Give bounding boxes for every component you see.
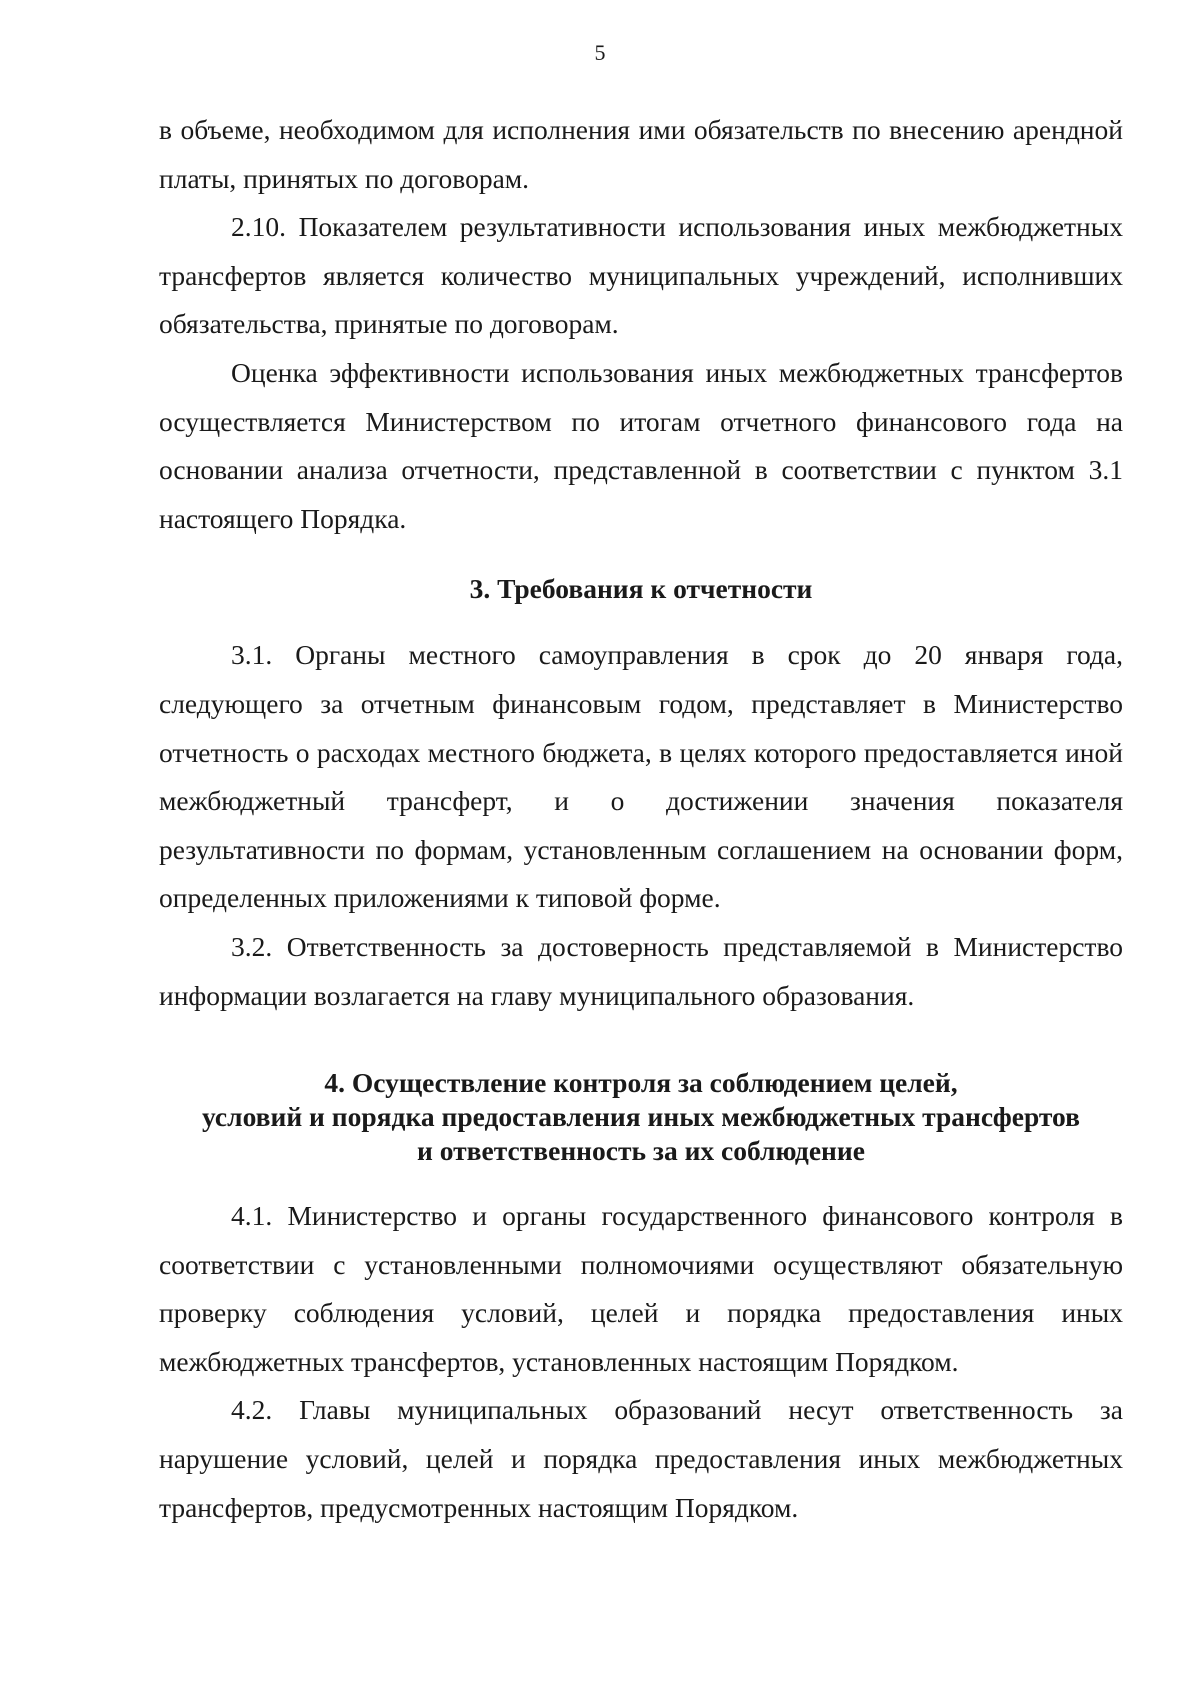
paragraph-2-10: 2.10. Показателем результативности использования иных межбюджетных трансфертов является количество муниципальных учреждений, исполнивших обязательства, принятые по договорам. <box>159 211 1123 340</box>
paragraph-4-2: 4.2. Главы муниципальных образований несут ответственность за нарушение условий, целей и порядка предоставления иных межбюджетных трансфертов, предусмотренных настоящим Порядком. <box>159 1394 1123 1523</box>
paragraph-3-2: 3.2. Ответственность за достоверность представляемой в Министерство информации возлагается на главу муниципального образования. <box>159 930 1123 1011</box>
paragraph-continuation: в объеме, необходимом для исполнения ими обязательств по внесению арендной платы, принятых по договорам. <box>159 114 1123 194</box>
paragraph-efficiency-assessment: Оценка эффективности использования иных межбюджетных трансфертов осуществляется Министерством по итогам отчетного финансового года на основании анализа отчетности, представленной в соответствии с пунктом 3.1 настоящего Порядка. <box>159 356 1123 534</box>
paragraph-3-1: 3.1. Органы местного самоуправления в срок до 20 января года, следующего за отчетным финансовым годом, представляет в Министерство отчетность о расходах местного бюджета, в целях которого предоставляется иной межбюджетный трансферт, и о достижении значения показателя результативности по формам, установленным соглашением на основании форм, определенных приложениями к типовой форме. <box>159 639 1123 914</box>
section-4-heading-line-1: 4. Осуществление контроля за соблюдением целей, <box>324 1067 958 1099</box>
document-body <box>159 106 1123 1532</box>
section-4-heading-line-3: и ответственность за их соблюдение <box>417 1135 865 1167</box>
paragraph-4-1: 4.1. Министерство и органы государственного финансового контроля в соответствии с установленными полномочиями осуществляют обязательную проверку соблюдения условий, целей и порядка предоставления иных межбюджетных трансфертов, установленных настоящим Порядком. <box>159 1200 1123 1377</box>
section-4-heading-line-2: условий и порядка предоставления иных межбюджетных трансфертов <box>202 1101 1080 1133</box>
page-number: 5 <box>594 40 606 65</box>
section-3-heading: 3. Требования к отчетности <box>469 573 813 605</box>
section-4-heading <box>159 1066 1123 1168</box>
